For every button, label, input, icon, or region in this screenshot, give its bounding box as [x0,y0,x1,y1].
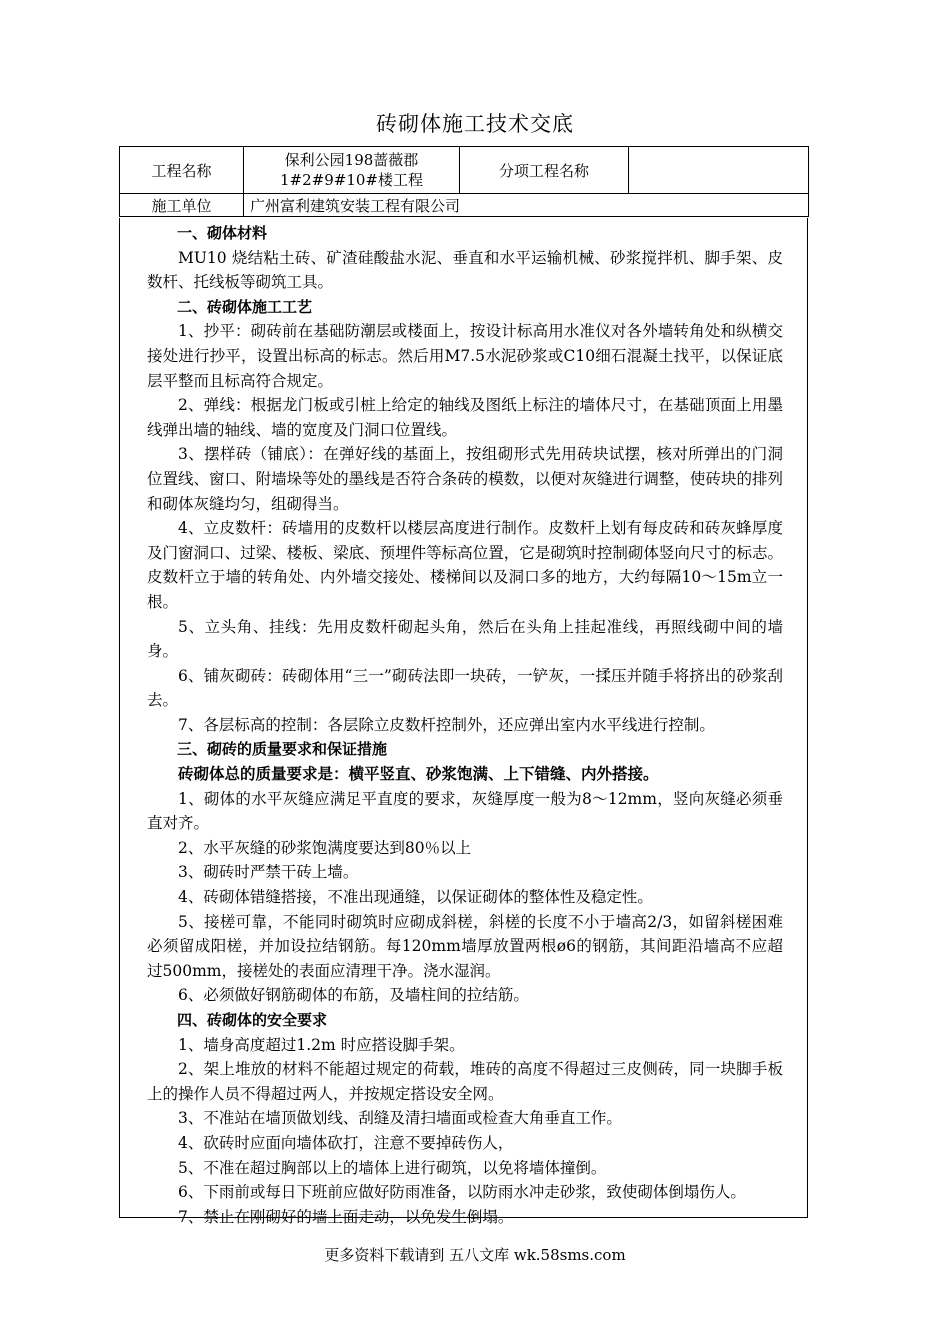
project-name-line2: 1#2#9#10#楼工程 [280,171,423,189]
paragraph: 4、砖砌体错缝搭接，不准出现通缝，以保证砌体的整体性及稳定性。 [178,888,653,907]
section-heading: 一、砌体材料 [177,224,268,242]
contractor-label: 施工单位 [120,194,244,217]
paragraph: 6、铺灰砌砖：砖砌体用“三一”砌砖法即一块砖，一铲灰，一揉压并随手将挤出的砂浆刮去。 [147,666,783,710]
project-name-label: 工程名称 [120,147,244,194]
paragraph: 5、立头角、挂线：先用皮数杆砌起头角，然后在头角上挂起准线，再照线砌中间的墙身。 [147,617,783,661]
project-name-value [244,147,460,194]
paragraph: 1、墙身高度超过1.2m 时应搭设脚手架。 [178,1035,465,1054]
sub-project-label: 分项工程名称 [460,147,629,194]
paragraph: 1、砌体的水平灰缝应满足平直度的要求，灰缝厚度一般为8～12mm，竖向灰缝必须垂直对齐。 [147,789,783,833]
paragraph: 6、下雨前或每日下班前应做好防雨准备，以防雨水冲走砂浆，致使砌体倒塌伤人。 [178,1183,746,1202]
paragraph: 5、不准在超过胸部以上的墙体上进行砌筑，以免将墙体撞倒。 [178,1158,607,1177]
project-name-line1: 保利公园198蔷薇郡 [284,151,419,169]
paragraph: 6、必须做好钢筋砌体的布筋，及墙柱间的拉结筋。 [178,986,529,1005]
paragraph: 7、禁止在刚砌好的墙上面走动，以免发生倒塌。 [178,1207,514,1226]
sub-project-value [629,147,809,194]
paragraph: 2、水平灰缝的砂浆饱满度要达到80％以上 [178,838,472,857]
paragraph: 3、摆样砖（铺底）：在弹好线的基面上，按组砌形式先用砖块试摆，核对所弹出的门洞位置线、窗口、附墙垛等处的墨线是否符合条砖的模数，以便对灰缝进行调整，使砖块的排列和砌体灰缝均匀，组砌得当。 [147,445,783,513]
paragraph: 3、砌砖时严禁干砖上墙。 [178,863,359,882]
project-info-table [119,146,809,217]
paragraph: 3、不准站在墙顶做划线、刮缝及清扫墙面或检查大角垂直工作。 [178,1109,622,1128]
paragraph: 7、各层标高的控制：各层除立皮数杆控制外，还应弹出室内水平线进行控制。 [178,715,715,734]
bold-summary: 砖砌体总的质量要求是：横平竖直、砂浆饱满、上下错缝、内外搭接。 [178,764,659,784]
paragraph: 2、弹线：根据龙门板或引桩上给定的轴线及图纸上标注的墙体尺寸，在基础顶面上用墨线弹出墙的轴线、墙的宽度及门洞口位置线。 [147,396,783,439]
paragraph: 2、架上堆放的材料不能超过规定的荷载，堆砖的高度不得超过三皮侧砖，同一块脚手板上的操作人员不得超过两人，并按规定搭设安全网。 [147,1060,783,1103]
section-heading: 二、砖砌体施工工艺 [177,297,313,316]
document-title: 砖砌体施工技术交底 [376,112,574,136]
section-heading: 三、砌砖的质量要求和保证措施 [177,740,388,759]
footer-note: 更多资料下载请到 五八文库 wk.58sms.com [324,1246,626,1264]
content-body [119,218,808,1226]
paragraph: 4、砍砖时应面向墙体砍打，注意不要掉砖伤人， [178,1133,514,1152]
paragraph: MU10 烧结粘土砖、矿渣硅酸盐水泥、垂直和水平运输机械、砂浆搅拌机、脚手架、皮数杆、托线板等砌筑工具。 [147,248,783,292]
paragraph: 1、抄平：砌砖前在基础防潮层或楼面上，按设计标高用水准仪对各外墙转角处和纵横交接处进行抄平，设置出标高的标志。然后用M7.5水泥砂浆或C10细石混凝土找平，以保证底层平整而且标高符合规定。 [147,322,783,390]
contractor-value: 广州富利建筑安装工程有限公司 [244,194,809,217]
paragraph: 5、接槎可靠，不能同时砌筑时应砌成斜槎，斜槎的长度不小于墙高2/3，如留斜槎困难必须留成阳槎，并加设拉结钢筋。每120mm墙厚放置两根ø6的钢筋，其间距沿墙高不应超过500mm，接槎处的表面应清理干净。浇水湿润。 [147,912,783,980]
section-heading: 四、砖砌体的安全要求 [177,1011,328,1029]
paragraph: 4、立皮数杆：砖墙用的皮数杆以楼层高度进行制作。皮数杆上划有每皮砖和砖灰蜂厚度及门窗洞口、过梁、楼板、梁底、预埋件等标高位置，它是砌筑时控制砌体竖向尺寸的标志。皮数杆立于墙的转角处、内外墙交接处、楼梯间以及洞口多的地方，大约每隔10～15m立一根。 [147,519,783,611]
